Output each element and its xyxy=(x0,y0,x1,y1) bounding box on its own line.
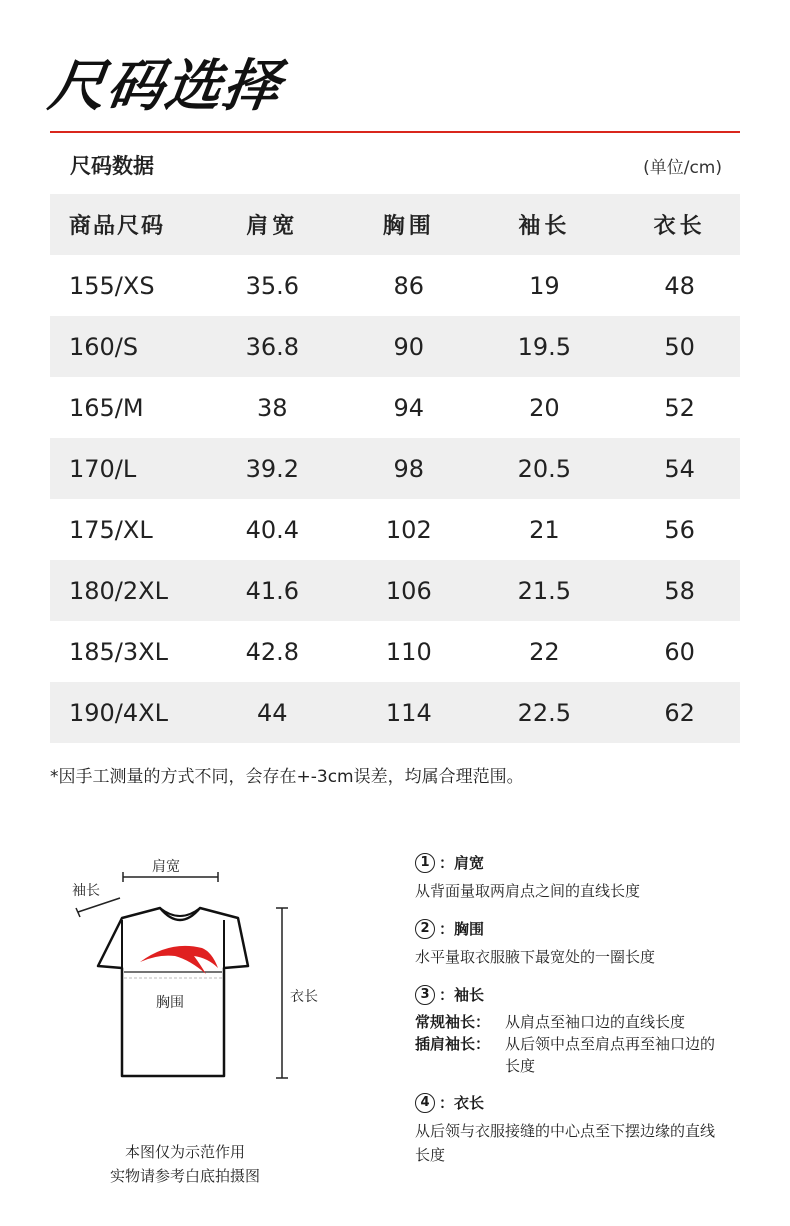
cell-length: 48 xyxy=(664,271,695,300)
header-length: 衣长 xyxy=(653,214,706,239)
number-badge: 4 xyxy=(415,1093,435,1113)
cell-shoulder: 40.4 xyxy=(245,515,300,544)
definition-text: 从背面量取两肩点之间的直线长度 xyxy=(415,882,641,900)
diagram-caption-line2: 实物请参考白底拍摄图 xyxy=(109,1167,260,1185)
title-divider xyxy=(50,131,740,133)
definition-title: ：衣长 xyxy=(439,1094,485,1112)
header-shoulder: 肩宽 xyxy=(246,214,299,239)
cell-sleeve: 22.5 xyxy=(517,698,572,727)
regular-sleeve-value: 从肩点至袖口边的直线长度 xyxy=(505,1013,686,1031)
definition-text: 水平量取衣服腋下最宽处的一圈长度 xyxy=(415,948,656,966)
definition-text: 从后领与衣服接缝的中心点至下摆边缘的直线长度 xyxy=(415,1122,716,1164)
table-row xyxy=(50,621,740,682)
cell-size: 170/L xyxy=(69,454,137,483)
table-row xyxy=(50,438,740,499)
tshirt-outline-icon xyxy=(40,840,380,1100)
header-sleeve: 袖长 xyxy=(518,214,571,239)
cell-length: 58 xyxy=(664,576,695,605)
cell-sleeve: 20.5 xyxy=(517,454,572,483)
cell-chest: 114 xyxy=(385,698,432,727)
cell-size: 185/3XL xyxy=(69,637,168,666)
page-title: 尺码选择 xyxy=(44,54,286,119)
number-badge: 1 xyxy=(415,853,435,873)
table-row xyxy=(50,316,740,377)
definition-chest xyxy=(415,918,755,969)
shoulder-label: 肩宽 xyxy=(152,859,180,875)
cell-shoulder: 41.6 xyxy=(245,576,300,605)
definition-title: ：袖长 xyxy=(439,986,485,1004)
cell-shoulder: 42.8 xyxy=(245,637,300,666)
cell-chest: 98 xyxy=(393,454,425,483)
definition-title: ：肩宽 xyxy=(439,854,485,872)
cell-length: 56 xyxy=(664,515,695,544)
table-row xyxy=(50,560,740,621)
cell-chest: 90 xyxy=(393,332,425,361)
cell-size: 160/S xyxy=(69,332,139,361)
cell-size: 190/4XL xyxy=(69,698,168,727)
cell-shoulder: 39.2 xyxy=(245,454,300,483)
raglan-sleeve-value: 从后领中点至肩点再至袖口边的长度 xyxy=(505,1035,716,1075)
measurement-definitions xyxy=(415,852,755,1182)
tshirt-diagram xyxy=(40,840,380,1100)
cell-size: 175/XL xyxy=(69,515,153,544)
regular-sleeve-key: 常规袖长： xyxy=(415,1013,491,1031)
number-badge: 2 xyxy=(415,919,435,939)
cell-chest: 110 xyxy=(385,637,432,666)
chest-label: 胸围 xyxy=(156,995,184,1011)
cell-chest: 86 xyxy=(393,271,425,300)
cell-sleeve: 21 xyxy=(529,515,560,544)
cell-sleeve: 20 xyxy=(529,393,560,422)
header-chest: 胸围 xyxy=(382,214,435,239)
cell-chest: 106 xyxy=(385,576,432,605)
cell-length: 52 xyxy=(664,393,695,422)
number-badge: 3 xyxy=(415,985,435,1005)
cell-length: 62 xyxy=(664,698,695,727)
cell-size: 165/M xyxy=(69,393,144,422)
table-row xyxy=(50,377,740,438)
cell-sleeve: 19 xyxy=(529,271,560,300)
cell-shoulder: 38 xyxy=(257,393,288,422)
diagram-caption-line1: 本图仅为示范作用 xyxy=(124,1143,245,1161)
definition-length xyxy=(415,1092,755,1167)
table-header-row xyxy=(50,194,740,255)
definition-shoulder xyxy=(415,852,755,903)
size-table xyxy=(50,194,740,743)
sleeve-label: 袖长 xyxy=(72,883,100,899)
cell-sleeve: 22 xyxy=(529,637,560,666)
header-size: 商品尺码 xyxy=(69,214,166,239)
cell-length: 54 xyxy=(664,454,695,483)
cell-shoulder: 44 xyxy=(257,698,288,727)
measurement-note: *因手工测量的方式不同，会存在+-3cm误差，均属合理范围。 xyxy=(50,767,524,787)
cell-length: 50 xyxy=(664,332,695,361)
cell-shoulder: 36.8 xyxy=(245,332,300,361)
section-title: 尺码数据 xyxy=(70,154,154,178)
cell-chest: 94 xyxy=(393,393,425,422)
unit-label: (单位/cm) xyxy=(643,158,722,178)
cell-sleeve: 19.5 xyxy=(517,332,572,361)
table-row xyxy=(50,499,740,560)
length-label: 衣长 xyxy=(290,989,318,1005)
raglan-sleeve-key: 插肩袖长： xyxy=(415,1035,491,1053)
table-row xyxy=(50,255,740,316)
cell-chest: 102 xyxy=(385,515,432,544)
table-row xyxy=(50,682,740,743)
cell-shoulder: 35.6 xyxy=(245,271,300,300)
definition-title: ：胸围 xyxy=(439,920,485,938)
cell-size: 180/2XL xyxy=(69,576,168,605)
cell-length: 60 xyxy=(664,637,695,666)
cell-sleeve: 21.5 xyxy=(517,576,572,605)
cell-size: 155/XS xyxy=(69,271,155,300)
definition-sleeve xyxy=(415,984,755,1077)
